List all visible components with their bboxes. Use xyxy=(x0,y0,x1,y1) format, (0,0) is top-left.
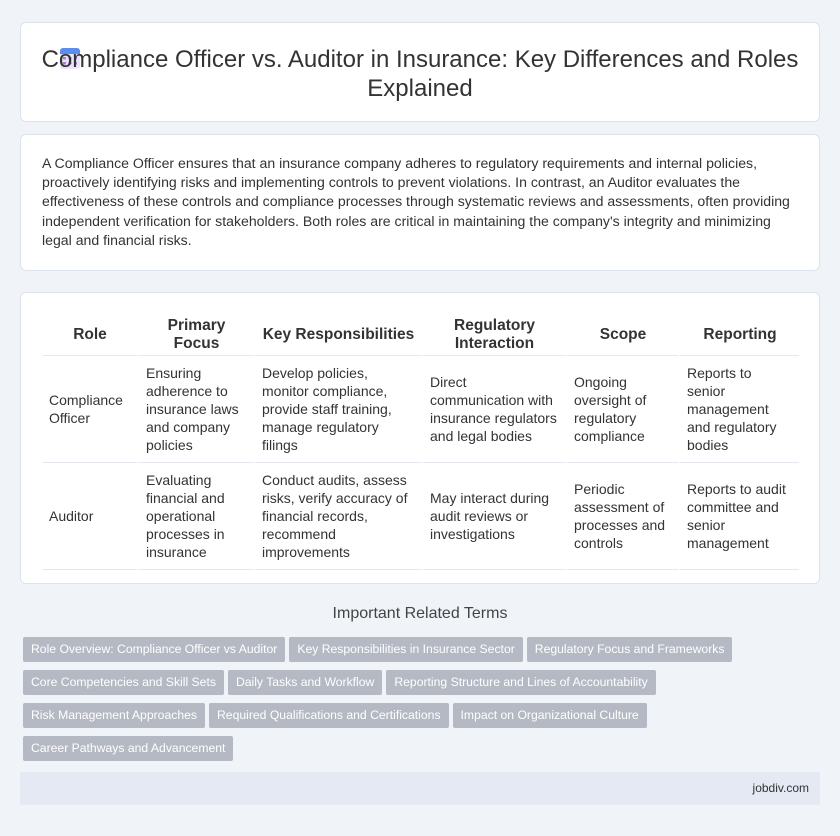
header-reporting: Reporting xyxy=(678,315,799,356)
related-terms-list xyxy=(23,637,783,769)
cell-primary-focus: Evaluating financial and operational processes in insurance xyxy=(137,463,253,570)
related-terms-title: Important Related Terms xyxy=(332,605,508,622)
cell-regulatory-interaction: Direct communication with insurance regulators and legal bodies xyxy=(421,356,565,463)
related-term-tag[interactable]: Impact on Organizational Culture xyxy=(453,703,647,728)
header-regulatory-interaction: Regulatory Interaction xyxy=(421,315,565,356)
related-term-tag[interactable]: Daily Tasks and Workflow xyxy=(228,670,382,695)
intro-paragraph: A Compliance Officer ensures that an insurance company adheres to regulatory requirements and internal policies, proactively identifying risks and implementing controls to prevent violations. In contrast, an Auditor evaluates the effectiveness of these controls and compliance processes through systematic reviews and assessments, often providing independent verification for stakeholders. Both roles are critical in maintaining the company's integrity and minimizing legal and financial risks. xyxy=(42,155,790,248)
related-term-tag[interactable]: Key Responsibilities in Insurance Sector xyxy=(289,637,522,662)
related-term-tag[interactable]: Risk Management Approaches xyxy=(23,703,205,728)
header-key-responsibilities: Key Responsibilities xyxy=(253,315,421,356)
cell-key-responsibilities: Develop policies, monitor compliance, provide staff training, manage regulatory filings xyxy=(253,356,421,463)
page-title: Compliance Officer vs. Auditor in Insurance: Key Differences and Roles Explained xyxy=(41,46,799,102)
header-scope: Scope xyxy=(565,315,678,356)
comparison-table-card xyxy=(20,292,820,584)
cell-regulatory-interaction: May interact during audit reviews or investigations xyxy=(421,463,565,570)
cell-reporting: Reports to senior management and regulatory bodies xyxy=(678,356,799,463)
related-term-tag[interactable]: Regulatory Focus and Frameworks xyxy=(527,637,733,662)
footer xyxy=(20,772,820,805)
header-primary-focus: Primary Focus xyxy=(137,315,253,356)
table-row xyxy=(43,356,799,463)
cell-scope: Periodic assessment of processes and controls xyxy=(565,463,678,570)
cell-role: Compliance Officer xyxy=(43,356,137,463)
header-role: Role xyxy=(43,315,137,356)
intro-card xyxy=(20,134,820,271)
cell-key-responsibilities: Conduct audits, assess risks, verify accuracy of financial records, recommend improvements xyxy=(253,463,421,570)
title-card xyxy=(20,22,820,122)
footer-site-link[interactable]: jobdiv.com xyxy=(752,781,809,795)
comparison-table xyxy=(43,315,799,570)
related-term-tag[interactable]: Core Competencies and Skill Sets xyxy=(23,670,224,695)
table-row xyxy=(43,463,799,570)
cell-role: Auditor xyxy=(43,463,137,570)
related-term-tag[interactable]: Reporting Structure and Lines of Accountability xyxy=(386,670,655,695)
cell-reporting: Reports to audit committee and senior management xyxy=(678,463,799,570)
related-term-tag[interactable]: Career Pathways and Advancement xyxy=(23,736,233,761)
cell-primary-focus: Ensuring adherence to insurance laws and company policies xyxy=(137,356,253,463)
table-header-row xyxy=(43,315,799,356)
related-term-tag[interactable]: Required Qualifications and Certifications xyxy=(209,703,449,728)
related-term-tag[interactable]: Role Overview: Compliance Officer vs Auditor xyxy=(23,637,285,662)
cell-scope: Ongoing oversight of regulatory compliance xyxy=(565,356,678,463)
